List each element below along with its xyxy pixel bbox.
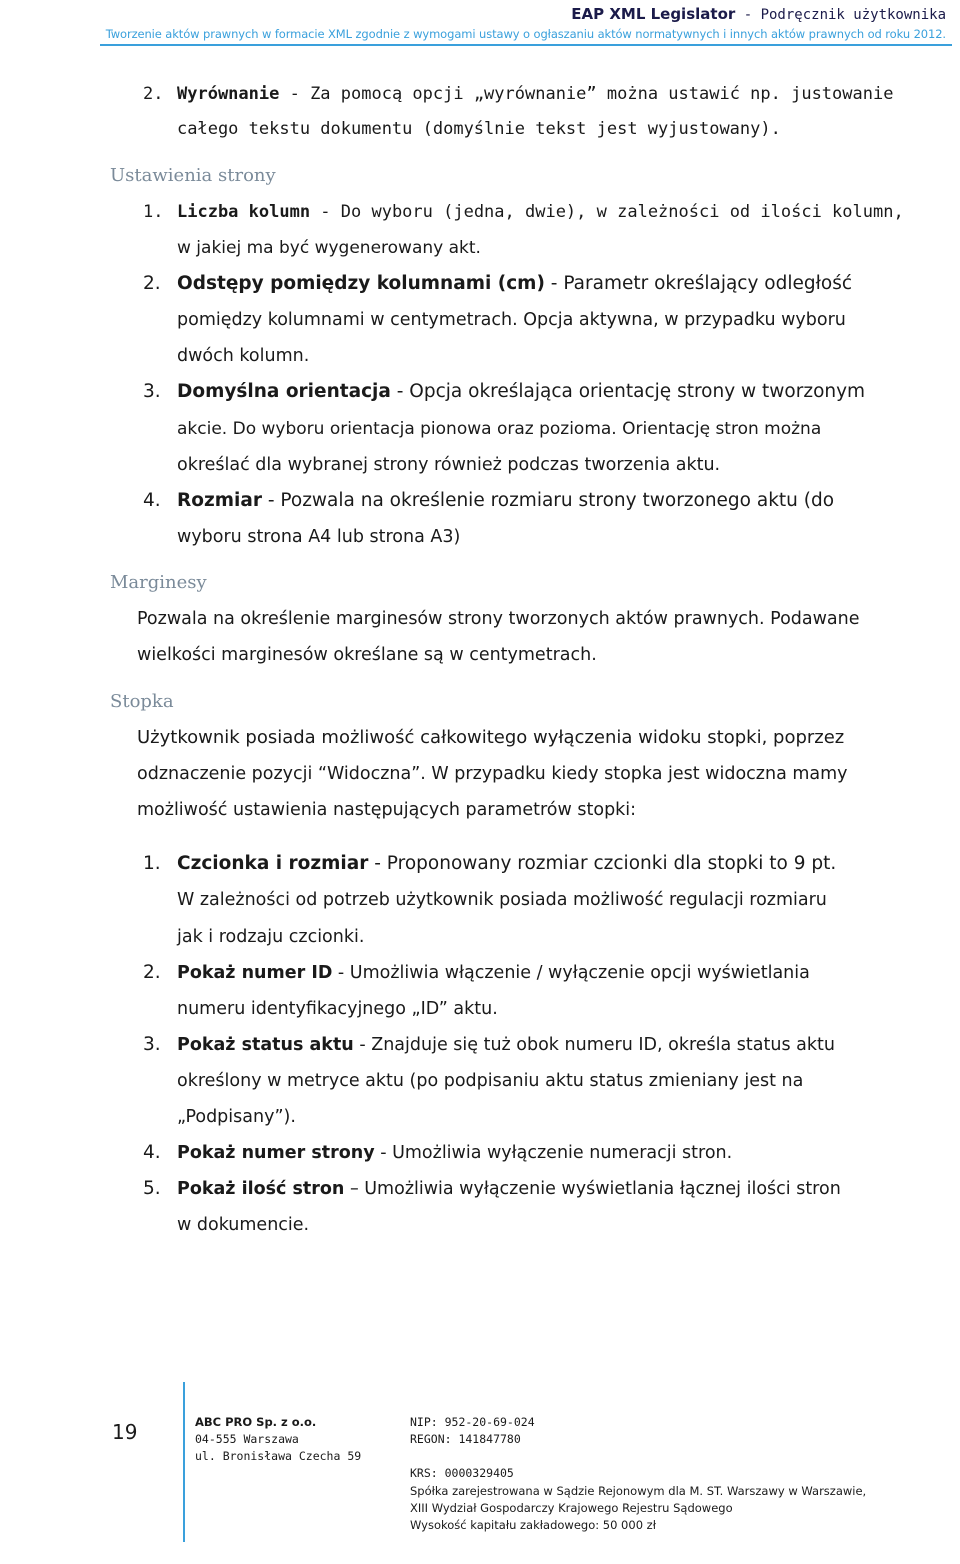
title-light: - Podręcznik użytkownika xyxy=(735,7,946,23)
header-divider xyxy=(100,44,952,46)
list-text: - Umożliwia wyłączenie numeracji stron. xyxy=(374,1143,733,1163)
page-number: 19 xyxy=(112,1420,138,1444)
document-title xyxy=(571,5,946,23)
list-number: 2. xyxy=(143,84,164,104)
list-item-line xyxy=(177,1033,835,1057)
document-subtitle: Tworzenie aktów prawnych w formacie XML zgodnie z wymogami ustawy o ogłaszaniu aktów normatywnych i innych aktów prawnych od roku 2012. xyxy=(105,27,946,41)
paragraph-line: odznaczenie pozycji “Widoczna”. W przypadku kiedy stopka jest widoczna mamy xyxy=(137,764,848,784)
list-item-line xyxy=(177,489,834,513)
section-heading-footer: Stopka xyxy=(110,691,174,712)
paragraph-line: wielkości marginesów określane są w centymetrach. xyxy=(137,645,597,665)
nip: NIP: 952-20-69-024 xyxy=(410,1415,535,1429)
list-text: - Opcja określająca orientację strony w tworzonym xyxy=(390,381,866,402)
list-item-line xyxy=(177,272,852,296)
list-item-line: „Podpisany”). xyxy=(177,1107,296,1127)
company-address-line: 04-555 Warszawa xyxy=(195,1432,299,1447)
list-text: – Umożliwia wyłączenie wyświetlania łącznej ilości stron xyxy=(344,1179,841,1199)
list-term: Odstępy pomiędzy kolumnami (cm) xyxy=(177,273,545,294)
list-term: Czcionka i rozmiar xyxy=(177,853,369,874)
list-text: - Do wyboru (jedna, dwie), w zależności od ilości kolumn, xyxy=(310,202,904,222)
list-text: - Umożliwia włączenie / wyłączenie opcji wyświetlania xyxy=(332,963,810,983)
list-term: Pokaż status aktu xyxy=(177,1035,354,1055)
regon: REGON: 141847780 xyxy=(410,1432,521,1447)
court-line: Spółka zarejestrowana w Sądzie Rejonowym dla M. ST. Warszawy w Warszawie, xyxy=(410,1483,867,1498)
footer-divider xyxy=(183,1382,185,1542)
list-item-line: określać dla wybranej strony również podczas tworzenia aktu. xyxy=(177,455,721,475)
list-item-line: pomiędzy kolumnami w centymetrach. Opcja aktywna, w przypadku wyboru xyxy=(177,310,846,330)
list-item-line xyxy=(177,1177,841,1201)
krs: KRS: 0000329405 xyxy=(410,1466,514,1481)
list-term: Wyrównanie xyxy=(177,84,280,104)
footer-registration-block xyxy=(410,1414,866,1534)
list-item-line xyxy=(177,961,810,985)
list-text: - Pozwala na określenie rozmiaru strony tworzonego aktu (do xyxy=(261,490,835,511)
list-number: 1. xyxy=(143,202,164,222)
list-term: Rozmiar xyxy=(177,490,262,511)
list-item-line: wyboru strona A4 lub strona A3) xyxy=(177,527,461,547)
section-heading-margins: Marginesy xyxy=(110,572,207,593)
list-item-line: określony w metryce aktu (po podpisaniu aktu status zmieniany jest na xyxy=(177,1071,804,1091)
list-text: - Za pomocą opcji „wyrównanie” można ustawić np. justowanie xyxy=(279,84,894,104)
list-number: 3. xyxy=(143,381,161,402)
list-item-line xyxy=(177,82,893,106)
list-item-line: w jakiej ma być wygenerowany akt. xyxy=(177,238,481,258)
list-item-line: W zależności od potrzeb użytkownik posiada możliwość regulacji rozmiaru xyxy=(177,890,827,910)
list-term: Pokaż ilość stron xyxy=(177,1179,345,1199)
list-item-line: dwóch kolumn. xyxy=(177,346,310,366)
list-item-line xyxy=(177,200,904,224)
list-item-line xyxy=(177,1141,732,1165)
company-address-line: ul. Bronisława Czecha 59 xyxy=(195,1449,362,1464)
list-item-line: całego tekstu dokumentu (domyślnie tekst jest wyjustowany). xyxy=(177,119,781,139)
list-item-line xyxy=(177,852,836,876)
paragraph-line: Pozwala na określenie marginesów strony tworzonych aktów prawnych. Podawane xyxy=(137,609,860,629)
list-number: 3. xyxy=(143,1034,161,1055)
section-heading-page-settings: Ustawienia strony xyxy=(110,165,276,186)
list-number: 4. xyxy=(143,490,161,511)
list-term: Pokaż numer ID xyxy=(177,963,333,983)
paragraph-line: Użytkownik posiada możliwość całkowitego wyłączenia widoku stopki, poprzez xyxy=(137,727,845,748)
court-line: XIII Wydział Gospodarczy Krajowego Rejestru Sądowego xyxy=(410,1500,733,1515)
list-item-line: akcie. Do wyboru orientacja pionowa oraz pozioma. Orientację stron można xyxy=(177,419,822,439)
list-term: Pokaż numer strony xyxy=(177,1143,375,1163)
list-text: - Proponowany rozmiar czcionki dla stopki to 9 pt. xyxy=(368,853,837,874)
list-term: Liczba kolumn xyxy=(177,202,311,222)
capital: Wysokość kapitału zakładowego: 50 000 zł xyxy=(410,1518,656,1533)
list-item-line xyxy=(177,380,865,404)
paragraph-line: możliwość ustawienia następujących parametrów stopki: xyxy=(137,800,637,820)
company-name: ABC PRO Sp. z o.o. xyxy=(195,1415,317,1429)
list-number: 4. xyxy=(143,1142,161,1163)
footer-company-block xyxy=(195,1414,361,1466)
list-item-line: jak i rodzaju czcionki. xyxy=(177,927,365,947)
list-number: 5. xyxy=(143,1178,161,1199)
list-number: 2. xyxy=(143,962,161,983)
list-item-line: w dokumencie. xyxy=(177,1215,310,1235)
list-term: Domyślna orientacja xyxy=(177,381,391,402)
title-bold: EAP XML Legislator xyxy=(571,5,736,23)
list-text: - Znajduje się tuż obok numeru ID, określa status aktu xyxy=(353,1035,835,1055)
list-number: 2. xyxy=(143,273,161,294)
list-item-line: numeru identyfikacyjnego „ID” aktu. xyxy=(177,999,498,1019)
list-text: - Parametr określający odległość xyxy=(544,273,853,294)
list-number: 1. xyxy=(143,853,161,874)
